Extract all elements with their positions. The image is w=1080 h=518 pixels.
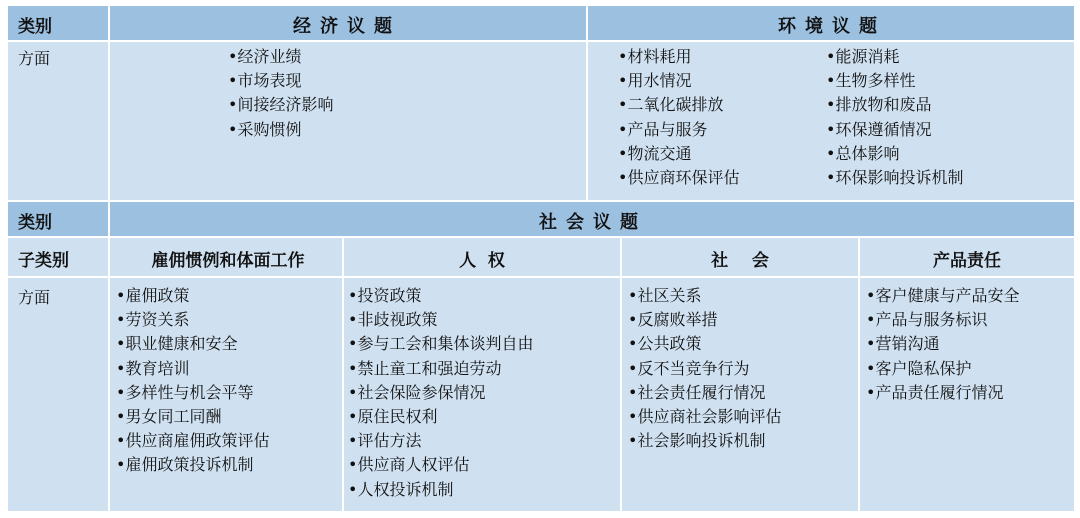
economic-header: 经济议题 (293, 16, 401, 37)
product-items-list (866, 284, 1019, 405)
social-header: 社会议题 (539, 212, 647, 233)
list-item: •参与工会和集体谈判自由 (348, 334, 534, 354)
list-item: •生物多样性 (826, 71, 916, 91)
list-item: •采购惯例 (228, 119, 302, 139)
list-item: •物流交通 (618, 143, 692, 163)
list-item: •劳资关系 (116, 310, 190, 330)
list-item: •社区关系 (628, 286, 702, 305)
society-items-list (628, 284, 781, 453)
divider (8, 276, 1074, 278)
subcategory-label: 子类别 (18, 251, 69, 271)
human-rights-items-list (348, 284, 533, 502)
labor-items-list (116, 284, 269, 478)
divider (620, 238, 622, 511)
divider (8, 200, 1074, 202)
environment-items-col2 (826, 45, 963, 190)
issues-table (8, 6, 1074, 511)
divider (342, 238, 344, 511)
list-item: •材料耗用 (618, 47, 692, 66)
environment-items-col1 (618, 45, 739, 190)
list-item: •营销沟通 (866, 334, 940, 354)
list-item: •男女同工同酬 (116, 407, 222, 427)
list-item: •社会责任履行情况 (628, 382, 766, 402)
list-item: •产品与服务 (618, 119, 708, 139)
subcategory-human-rights: 人 权 (459, 251, 505, 271)
list-item: •反不当竞争行为 (628, 358, 750, 378)
list-item: •能源消耗 (826, 47, 900, 66)
list-item: •环保遵循情况 (826, 119, 932, 139)
list-item: •产品责任履行情况 (866, 382, 1004, 402)
category-label: 类别 (18, 17, 52, 37)
list-item: •雇佣政策 (116, 286, 190, 305)
list-item: •社会保险参保情况 (348, 382, 486, 402)
subcategory-product: 产品责任 (933, 251, 1001, 271)
divider (8, 40, 1074, 42)
list-item: •总体影响 (826, 143, 900, 163)
list-item: •雇佣政策投诉机制 (116, 455, 254, 475)
aspect-label: 方面 (18, 49, 51, 68)
list-item: •客户隐私保护 (866, 358, 972, 378)
category-label-social: 类别 (18, 213, 52, 233)
list-item: •用水情况 (618, 71, 692, 91)
list-item: •产品与服务标识 (866, 310, 988, 330)
list-item: •公共政策 (628, 334, 702, 354)
list-item: •多样性与机会平等 (116, 382, 254, 402)
list-item: •经济业绩 (228, 47, 302, 66)
list-item: •环保影响投诉机制 (826, 168, 964, 188)
list-item: •间接经济影响 (228, 95, 334, 115)
list-item: •供应商社会影响评估 (628, 407, 782, 427)
list-item: •市场表现 (228, 71, 302, 91)
subcategory-society: 社 会 (711, 251, 769, 271)
divider (8, 236, 1074, 238)
list-item: •供应商雇佣政策评估 (116, 431, 270, 451)
list-item: •职业健康和安全 (116, 334, 238, 354)
list-item: •评估方法 (348, 431, 422, 451)
list-item: •非歧视政策 (348, 310, 438, 330)
divider (586, 6, 588, 200)
list-item: •供应商人权评估 (348, 455, 470, 475)
list-item: •客户健康与产品安全 (866, 286, 1020, 305)
aspect-label-social: 方面 (18, 288, 51, 307)
list-item: •供应商环保评估 (618, 168, 740, 188)
list-item: •原住民权利 (348, 407, 438, 427)
list-item: •二氧化碳排放 (618, 95, 724, 115)
list-item: •人权投诉机制 (348, 479, 454, 499)
list-item: •排放物和废品 (826, 95, 932, 115)
list-item: •反腐败举措 (628, 310, 718, 330)
list-item: •教育培训 (116, 358, 190, 378)
list-item: •禁止童工和强迫劳动 (348, 358, 502, 378)
environment-header: 环境议题 (778, 16, 886, 37)
divider (858, 238, 860, 511)
economic-items-list (228, 45, 333, 142)
divider (108, 6, 110, 511)
subcategory-labor: 雇佣惯例和体面工作 (151, 251, 305, 271)
list-item: •投资政策 (348, 286, 422, 305)
list-item: •社会影响投诉机制 (628, 431, 766, 451)
